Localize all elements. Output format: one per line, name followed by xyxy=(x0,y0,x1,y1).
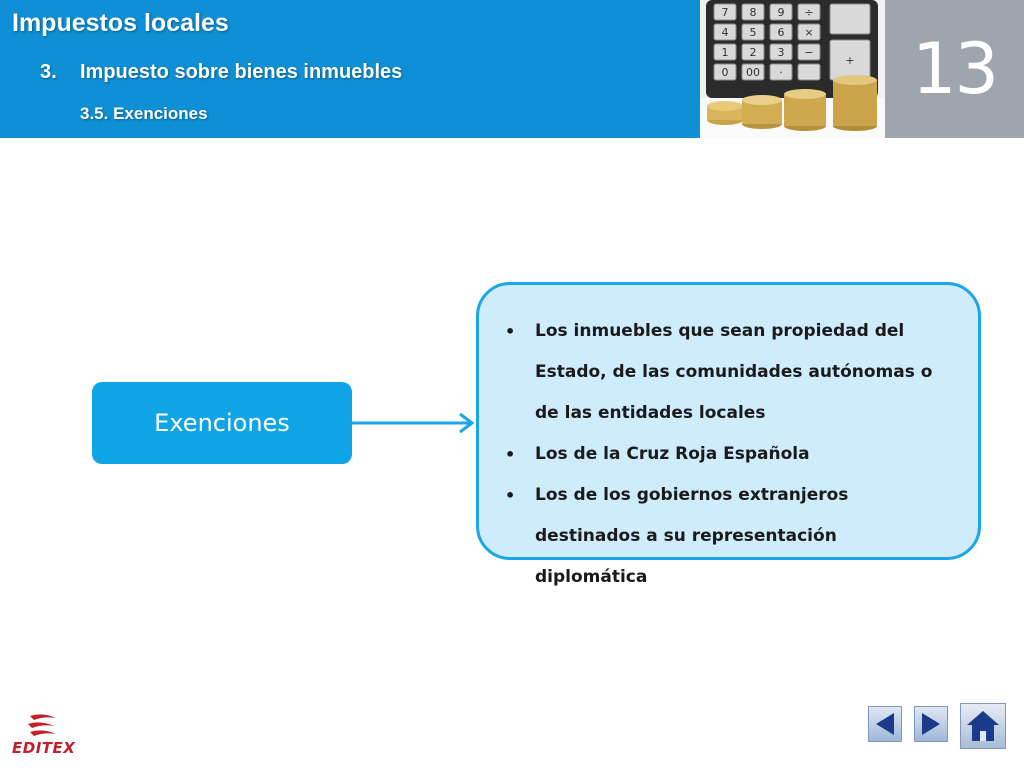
svg-text:÷: ÷ xyxy=(804,6,814,19)
svg-text:1: 1 xyxy=(721,46,729,59)
svg-text:4: 4 xyxy=(721,26,729,39)
next-button[interactable] xyxy=(914,706,948,742)
exemptions-panel xyxy=(476,282,981,587)
subsection-title: 3.5. Exenciones xyxy=(80,104,208,123)
home-icon xyxy=(965,709,1001,743)
calculator-coins-image xyxy=(700,0,885,138)
exenciones-label: Exenciones xyxy=(154,409,290,437)
svg-text:0: 0 xyxy=(721,66,729,79)
previous-button[interactable] xyxy=(868,706,902,742)
editex-logo-text: EDITEX xyxy=(12,739,76,757)
next-arrow-icon xyxy=(918,710,944,738)
svg-text:9: 9 xyxy=(777,6,785,19)
exenciones-box xyxy=(92,382,352,464)
prev-arrow-icon xyxy=(872,710,898,738)
editex-logo-icon xyxy=(12,712,62,738)
svg-text:8: 8 xyxy=(749,6,757,19)
svg-text:·: · xyxy=(779,66,783,79)
bullet-icon: • xyxy=(505,322,516,341)
chapter-tab xyxy=(885,0,1024,138)
bullet-icon: • xyxy=(505,486,516,505)
svg-text:7: 7 xyxy=(721,6,729,19)
arrow-right-icon xyxy=(350,410,478,436)
section-title: Impuesto sobre bienes inmuebles xyxy=(80,61,403,83)
bullet-icon: • xyxy=(505,445,516,464)
exemptions-list xyxy=(503,311,943,598)
svg-text:+: + xyxy=(845,54,855,67)
chapter-number: 13 xyxy=(911,28,998,110)
svg-text:5: 5 xyxy=(749,26,757,39)
section-number: 3. xyxy=(40,61,57,83)
svg-text:6: 6 xyxy=(777,26,785,39)
slide-title: Impuestos locales xyxy=(12,9,229,37)
svg-text:2: 2 xyxy=(749,46,757,59)
svg-text:−: − xyxy=(804,46,814,59)
svg-text:3: 3 xyxy=(777,46,785,59)
home-button[interactable] xyxy=(960,703,1006,749)
list-item: • Los inmuebles que sean propiedad del Estado, de las comunidades autónomas o de las entidades locales xyxy=(503,311,943,434)
list-item: • Los de la Cruz Roja Española xyxy=(503,434,943,475)
list-item: • Los de los gobiernos extranjeros destinados a su representación diplomática xyxy=(503,475,943,598)
header-bar xyxy=(0,0,700,138)
svg-text:×: × xyxy=(804,26,814,39)
svg-text:00: 00 xyxy=(746,66,760,79)
